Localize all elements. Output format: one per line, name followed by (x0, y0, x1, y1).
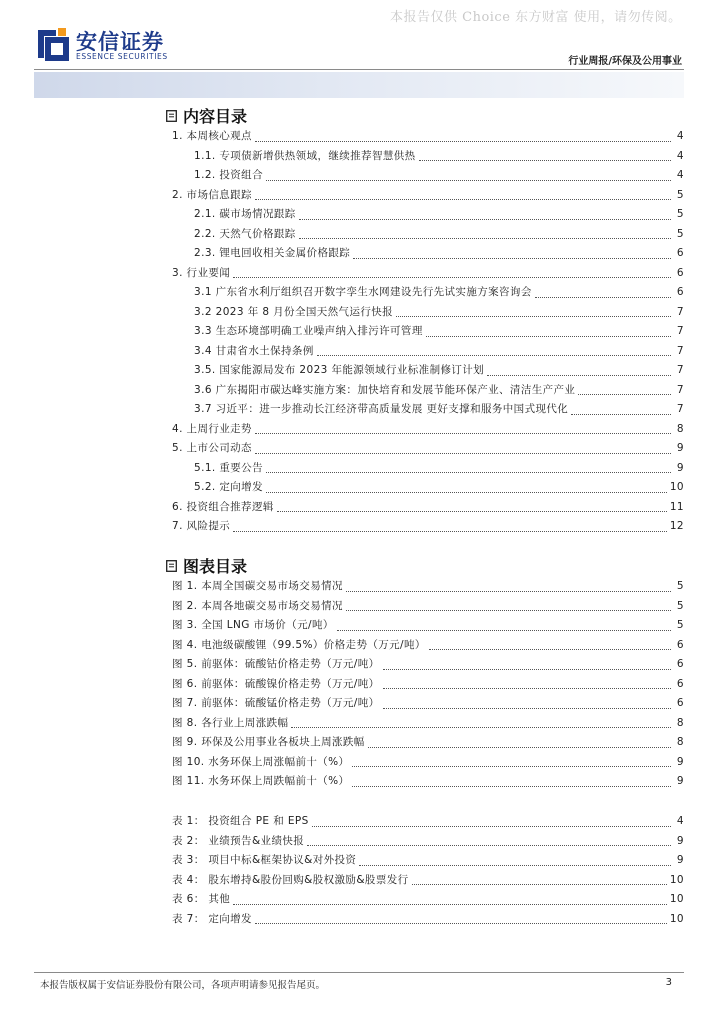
toc-entry-label: 6. 投资组合推荐逻辑 (172, 500, 274, 513)
toc-entry-label: 2.1. 碳市场情况跟踪 (194, 208, 296, 220)
table-entry[interactable] (172, 891, 684, 911)
dot-leader (429, 648, 671, 650)
figure-entry-page: 6 (676, 638, 684, 651)
dot-leader (346, 590, 671, 592)
toc-entry-label: 2.2. 天然气价格跟踪 (194, 227, 296, 240)
toc-entry-label: 2. 市场信息跟踪 (172, 188, 252, 201)
dot-leader (291, 726, 671, 728)
figure-entry-label: 图 7. 前驱体：硫酸锰价格走势（万元/吨） (172, 697, 380, 709)
toc-entry-page: 4 (676, 169, 684, 181)
toc-entry-page: 6 (676, 286, 684, 298)
dot-leader (353, 257, 671, 259)
dot-leader (383, 707, 671, 709)
table-entry-label: 表 6： 其他 (172, 893, 231, 905)
figure-entry[interactable] (172, 754, 684, 774)
table-entry-page: 9 (676, 834, 684, 847)
essence-logo-icon (34, 26, 70, 62)
toc-entry-label: 3.6 广东揭阳市碳达峰实施方案：加快培育和发展节能环保产业、清洁生产产业 (194, 383, 576, 396)
toc-entry-label: 7. 风险提示 (172, 520, 231, 532)
toc-entry-page: 7 (676, 364, 684, 376)
figure-entry-label: 图 6. 前驱体：硫酸镍价格走势（万元/吨） (172, 677, 380, 690)
dot-leader (352, 785, 671, 787)
toc-entry-label: 3.5. 国家能源局发布 2023 年能源领域行业标准制修订计划 (194, 364, 485, 376)
figure-entry[interactable] (172, 773, 684, 793)
toc-entry-page: 12 (669, 520, 684, 532)
figure-entry-label: 图 8. 各行业上周涨跌幅 (172, 716, 289, 729)
toc-entry-page: 7 (676, 305, 684, 318)
table-entry[interactable] (172, 813, 684, 833)
toc-entry[interactable] (172, 245, 684, 265)
dot-leader (233, 530, 667, 532)
table-entry-page: 4 (676, 815, 684, 827)
toc-entry[interactable] (172, 421, 684, 441)
toc-entry[interactable] (172, 401, 684, 421)
tables-list (172, 813, 684, 930)
dot-leader (312, 825, 671, 827)
brand-name-cn: 安信证券 (76, 30, 164, 54)
toc-entry[interactable] (172, 187, 684, 207)
toc-entry-page: 11 (669, 500, 684, 513)
table-entry-label: 表 1： 投资组合 PE 和 EPS (172, 815, 309, 827)
toc-entry-label: 3.3 生态环境部明确工业噪声纳入排污许可管理 (194, 325, 423, 337)
footer-divider (34, 972, 684, 973)
table-entry-page: 10 (669, 893, 684, 905)
footer-disclaimer: 本报告版权属于安信证券股份有限公司，各项声明请参见报告尾页。 (40, 980, 326, 991)
figure-entry-page: 9 (676, 755, 684, 768)
dot-leader (277, 510, 667, 512)
list-box-icon (166, 560, 177, 572)
figure-entry-page: 8 (676, 716, 684, 729)
page-number: 3 (665, 977, 672, 988)
dot-leader (233, 276, 671, 278)
toc-entry[interactable] (172, 343, 684, 363)
header-band (34, 72, 684, 98)
dot-leader (359, 864, 671, 866)
figures-heading (166, 554, 247, 577)
toc-entry-page: 7 (676, 383, 684, 396)
dot-leader (266, 491, 667, 493)
toc-entry-label: 3. 行业要闻 (172, 266, 231, 279)
dot-leader (368, 746, 671, 748)
figure-entry-page: 6 (676, 658, 684, 670)
toc-entry[interactable] (172, 167, 684, 187)
watermark-text: 本报告仅供 Choice 东方财富 使用，请勿传阅。 (390, 10, 682, 25)
table-entry-label: 表 7： 定向增发 (172, 912, 252, 925)
table-entry-label: 表 3： 项目中标&框架协议&对外投资 (172, 854, 357, 866)
brand-name-en: ESSENCE SECURITIES (76, 52, 168, 61)
figure-entry-label: 图 11. 水务环保上周跌幅前十（%） (172, 775, 350, 787)
dot-leader (571, 413, 671, 415)
figure-entry[interactable] (172, 715, 684, 735)
table-entry-page: 9 (676, 854, 684, 866)
toc-entry-page: 6 (676, 266, 684, 279)
toc-entry[interactable] (172, 148, 684, 168)
dot-leader (426, 335, 671, 337)
figure-entry-page: 6 (676, 697, 684, 709)
figure-entry[interactable] (172, 598, 684, 618)
dot-leader (255, 922, 667, 924)
figure-entry-page: 6 (676, 677, 684, 690)
table-entry-label: 表 4： 股东增持&股份回购&股权激励&股票发行 (172, 873, 409, 886)
toc-entry[interactable] (172, 226, 684, 246)
dot-leader (383, 668, 671, 670)
report-category: 行业周报/环保及公用事业 (568, 56, 682, 67)
toc-entry-label: 3.4 甘肃省水土保持条例 (194, 344, 314, 357)
toc-entry[interactable] (172, 499, 684, 519)
table-entry[interactable] (172, 872, 684, 892)
dot-leader (299, 218, 671, 220)
toc-entry-label: 4. 上周行业走势 (172, 422, 252, 435)
list-box-icon (166, 110, 177, 122)
toc-entry-page: 4 (676, 149, 684, 162)
dot-leader (266, 179, 671, 181)
toc-entry[interactable] (172, 265, 684, 285)
dot-leader (299, 237, 671, 239)
toc-entry-page: 5 (676, 188, 684, 201)
toc-entry-label: 5.1. 重要公告 (194, 461, 263, 474)
figures-title: 图表目录 (183, 557, 248, 576)
toc-entry-label: 2.3. 锂电回收相关金属价格跟踪 (194, 247, 351, 259)
toc-entry-page: 10 (669, 481, 684, 493)
toc-entry-page: 9 (676, 461, 684, 474)
toc-entry[interactable] (172, 460, 684, 480)
toc-entry-page: 7 (676, 325, 684, 337)
figure-entry[interactable] (172, 578, 684, 598)
toc-entry[interactable] (172, 440, 684, 460)
dot-leader (487, 374, 671, 376)
figure-entry-label: 图 9. 环保及公用事业各板块上周涨跌幅 (172, 736, 365, 748)
figure-entry-label: 图 1. 本周全国碳交易市场交易情况 (172, 580, 343, 592)
dot-leader (419, 159, 671, 161)
toc-entry-label: 1.1. 专项债新增供热领域，继续推荐智慧供热 (194, 149, 416, 162)
toc-entry-label: 5.2. 定向增发 (194, 481, 263, 493)
dot-leader (255, 432, 671, 434)
table-entry[interactable] (172, 852, 684, 872)
toc-entry-label: 3.2 2023 年 8 月份全国天然气运行快报 (194, 305, 394, 318)
table-entry-page: 10 (669, 873, 684, 886)
figure-entry[interactable] (172, 695, 684, 715)
figure-entry[interactable] (172, 676, 684, 696)
table-entry-label: 表 2： 业绩预告&业绩快报 (172, 834, 305, 847)
figures-list (172, 578, 684, 793)
dot-leader (307, 844, 671, 846)
toc-entry-page: 5 (676, 227, 684, 240)
toc-entry-label: 1.2. 投资组合 (194, 169, 263, 181)
figure-entry-label: 图 5. 前驱体：硫酸钴价格走势（万元/吨） (172, 658, 380, 670)
dot-leader (352, 765, 671, 767)
toc-entry-label: 5. 上市公司动态 (172, 442, 252, 454)
figure-entry-label: 图 2. 本周各地碳交易市场交易情况 (172, 599, 343, 612)
figure-entry[interactable] (172, 734, 684, 754)
toc-list (172, 128, 684, 538)
figure-entry[interactable] (172, 656, 684, 676)
toc-entry[interactable] (172, 206, 684, 226)
dot-leader (578, 393, 671, 395)
toc-entry-label: 1. 本周核心观点 (172, 130, 252, 142)
dot-leader (255, 452, 671, 454)
toc-entry[interactable] (172, 323, 684, 343)
toc-entry-page: 9 (676, 442, 684, 454)
toc-entry-page: 7 (676, 403, 684, 415)
dot-leader (383, 687, 671, 689)
toc-entry-label: 3.1 广东省水利厅组织召开数字孪生水网建设先行先试实施方案咨询会 (194, 286, 532, 298)
dot-leader (346, 609, 671, 611)
header-divider (34, 69, 684, 70)
dot-leader (255, 140, 671, 142)
dot-leader (396, 315, 671, 317)
toc-entry[interactable] (172, 304, 684, 324)
toc-entry-page: 4 (676, 130, 684, 142)
dot-leader (266, 471, 671, 473)
toc-entry[interactable] (172, 479, 684, 499)
toc-entry[interactable] (172, 362, 684, 382)
table-entry[interactable] (172, 833, 684, 853)
toc-entry[interactable] (172, 284, 684, 304)
toc-entry[interactable] (172, 518, 684, 538)
figure-entry-label: 图 3. 全国 LNG 市场价（元/吨） (172, 619, 334, 631)
figure-entry-label: 图 4. 电池级碳酸锂（99.5%）价格走势（万元/吨） (172, 638, 426, 651)
dot-leader (535, 296, 671, 298)
dot-leader (233, 903, 667, 905)
figure-entry-page: 9 (676, 775, 684, 787)
dot-leader (337, 629, 671, 631)
toc-title: 内容目录 (183, 107, 248, 126)
figure-entry[interactable] (172, 637, 684, 657)
dot-leader (317, 354, 671, 356)
toc-entry-page: 7 (676, 344, 684, 357)
toc-entry[interactable] (172, 128, 684, 148)
toc-entry-page: 5 (676, 208, 684, 220)
figure-entry-page: 5 (676, 580, 684, 592)
toc-entry[interactable] (172, 382, 684, 402)
figure-entry-page: 8 (676, 736, 684, 748)
toc-entry-page: 8 (676, 422, 684, 435)
table-entry-page: 10 (669, 912, 684, 925)
dot-leader (412, 883, 667, 885)
figure-entry-page: 5 (676, 619, 684, 631)
figure-entry-page: 5 (676, 599, 684, 612)
toc-entry-page: 6 (676, 247, 684, 259)
toc-entry-label: 3.7 习近平：进一步推动长江经济带高质量发展 更好支撑和服务中国式现代化 (194, 403, 569, 415)
toc-heading (166, 104, 247, 127)
dot-leader (255, 198, 671, 200)
figure-entry[interactable] (172, 617, 684, 637)
figure-entry-label: 图 10. 水务环保上周涨幅前十（%） (172, 755, 350, 768)
table-entry[interactable] (172, 911, 684, 931)
